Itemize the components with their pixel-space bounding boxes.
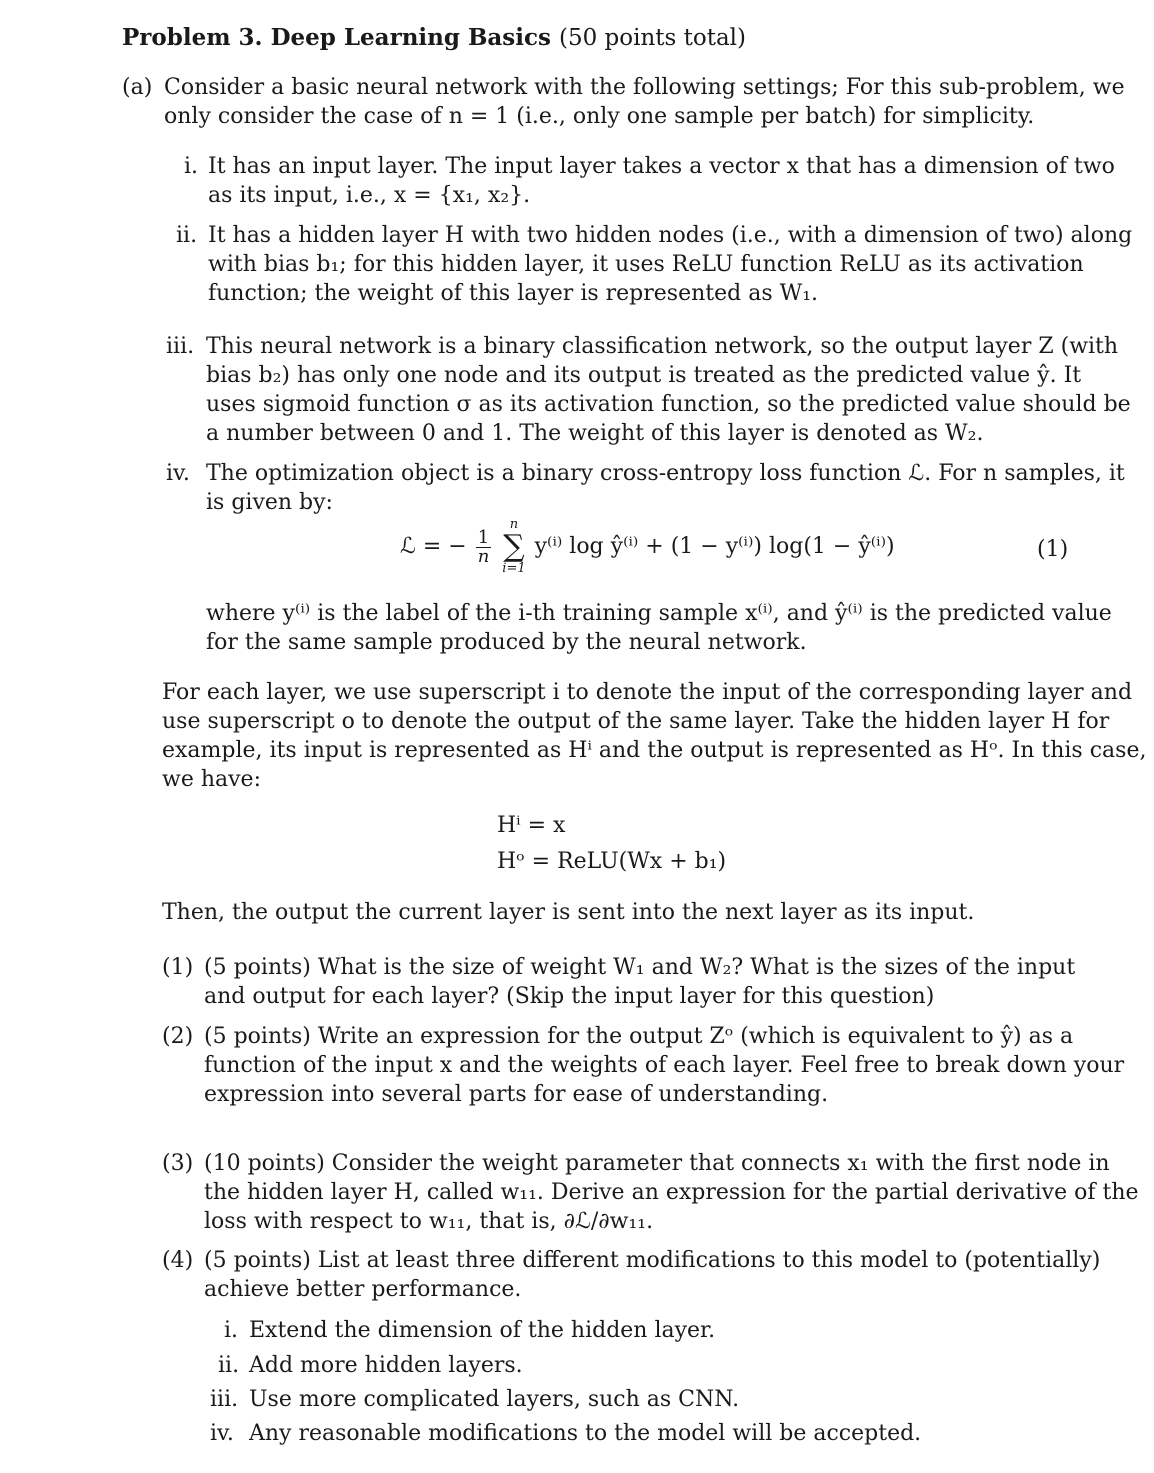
answer-iii-label: iii. <box>210 1387 239 1412</box>
part-a-label: (a) <box>122 75 153 100</box>
answer-ii-label: ii. <box>218 1353 240 1378</box>
question-3-line-2: the hidden layer H, called w₁₁. Derive an expression for the partial derivative of the <box>204 1180 1139 1205</box>
setting-iii-line-3: uses sigmoid function σ as its activation function, so the predicted value should be <box>206 392 1131 417</box>
setting-i-line-2: as its input, i.e., x = {x₁, x₂}. <box>208 183 531 208</box>
part-a-line-2: only consider the case of n = 1 (i.e., only one sample per batch) for simplicity. <box>164 104 1035 129</box>
answer-iv-label: iv. <box>210 1421 234 1446</box>
answer-iv-text: Any reasonable modifications to the model will be accepted. <box>249 1421 922 1446</box>
loss-fraction-numerator: 1 <box>476 529 492 548</box>
question-1-line-1: (5 points) What is the size of weight W₁ and W₂? What is the sizes of the input <box>204 955 1076 980</box>
part-a-line-1: Consider a basic neural network with the following settings; For this sub-problem, we <box>164 75 1125 100</box>
question-2-line-2: function of the input x and the weights of each layer. Feel free to break down your <box>204 1053 1125 1078</box>
question-4-line-2: achieve better performance. <box>204 1277 522 1302</box>
question-2-line-1: (5 points) Write an expression for the output Zᵒ (which is equivalent to ŷ) as a <box>204 1024 1074 1049</box>
summation-symbol: n ∑ i=1 <box>502 517 526 576</box>
equation-number: (1) <box>1037 537 1069 562</box>
question-2-line-3: expression into several parts for ease of understanding. <box>204 1082 829 1107</box>
setting-i-label: i. <box>184 154 199 179</box>
then-line: Then, the output the current layer is sent into the next layer as its input. <box>162 900 975 925</box>
question-3-label: (3) <box>162 1151 194 1176</box>
answer-i-label: i. <box>224 1318 239 1343</box>
setting-iii-line-2: bias b₂) has only one node and its output is treated as the predicted value ŷ. It <box>206 363 1082 388</box>
setting-ii-line-1: It has a hidden layer H with two hidden nodes (i.e., with a dimension of two) along <box>208 223 1133 248</box>
hidden-output-equation: Hᵒ = ReLU(Wx + b₁) <box>497 849 727 874</box>
setting-iv-label: iv. <box>166 461 190 486</box>
answer-ii-text: Add more hidden layers. <box>249 1353 523 1378</box>
problem-points: (50 points total) <box>558 25 746 51</box>
setting-ii-line-3: function; the weight of this layer is represented as W₁. <box>208 281 819 306</box>
question-2-label: (2) <box>162 1024 194 1049</box>
setting-iii-label: iii. <box>166 334 195 359</box>
question-1-label: (1) <box>162 955 194 980</box>
layer-paragraph-line-2: use superscript o to denote the output of the same layer. Take the hidden layer H for <box>162 709 1110 734</box>
question-3-line-1: (10 points) Consider the weight parameter that connects x₁ with the first node in <box>204 1151 1110 1176</box>
layer-paragraph-line-1: For each layer, we use superscript i to denote the input of the corresponding layer and <box>162 680 1133 705</box>
loss-body: y⁽ⁱ⁾ log ŷ⁽ⁱ⁾ + (1 − y⁽ⁱ⁾) log(1 − ŷ⁽ⁱ⁾) <box>534 534 895 559</box>
layer-paragraph-line-4: we have: <box>162 767 261 792</box>
answer-i-text: Extend the dimension of the hidden layer. <box>249 1318 716 1343</box>
setting-iii-line-4: a number between 0 and 1. The weight of this layer is denoted as W₂. <box>206 421 984 446</box>
question-1-line-2: and output for each layer? (Skip the input layer for this question) <box>204 984 935 1009</box>
loss-equation <box>400 518 895 576</box>
setting-ii-label: ii. <box>176 223 198 248</box>
sum-upper-limit: n <box>509 517 519 532</box>
loss-fraction <box>476 526 492 567</box>
where-line-2: for the same sample produced by the neural network. <box>206 630 807 655</box>
setting-i-line-1: It has an input layer. The input layer takes a vector x that has a dimension of two <box>208 154 1115 179</box>
setting-ii-line-2: with bias b₁; for this hidden layer, it uses ReLU function ReLU as its activation <box>208 252 1084 277</box>
layer-paragraph-line-3: example, its input is represented as Hⁱ and the output is represented as Hᵒ. In this case, <box>162 738 1147 763</box>
where-line-1: where y⁽ⁱ⁾ is the label of the i-th training sample x⁽ⁱ⁾, and ŷ⁽ⁱ⁾ is the predicted value <box>206 601 1112 626</box>
answer-iii-text: Use more complicated layers, such as CNN. <box>249 1387 740 1412</box>
loss-fraction-denominator: n <box>477 545 490 567</box>
question-3-line-3: loss with respect to w₁₁, that is, ∂ℒ/∂w₁₁. <box>204 1209 654 1234</box>
question-4-label: (4) <box>162 1248 194 1273</box>
setting-iv-line-2: is given by: <box>206 490 333 515</box>
sum-lower-limit: i=1 <box>502 561 526 576</box>
loss-lhs: ℒ = − <box>400 534 467 559</box>
problem-title-text: Problem 3. Deep Learning Basics <box>122 24 551 51</box>
setting-iii-line-1: This neural network is a binary classification network, so the output layer Z (with <box>206 334 1119 359</box>
setting-iv-line-1: The optimization object is a binary cross-entropy loss function ℒ. For n samples, it <box>206 461 1125 486</box>
hidden-input-equation: Hⁱ = x <box>497 813 566 838</box>
problem-title <box>122 24 746 52</box>
question-4-line-1: (5 points) List at least three different modifications to this model to (potentially) <box>204 1248 1101 1273</box>
